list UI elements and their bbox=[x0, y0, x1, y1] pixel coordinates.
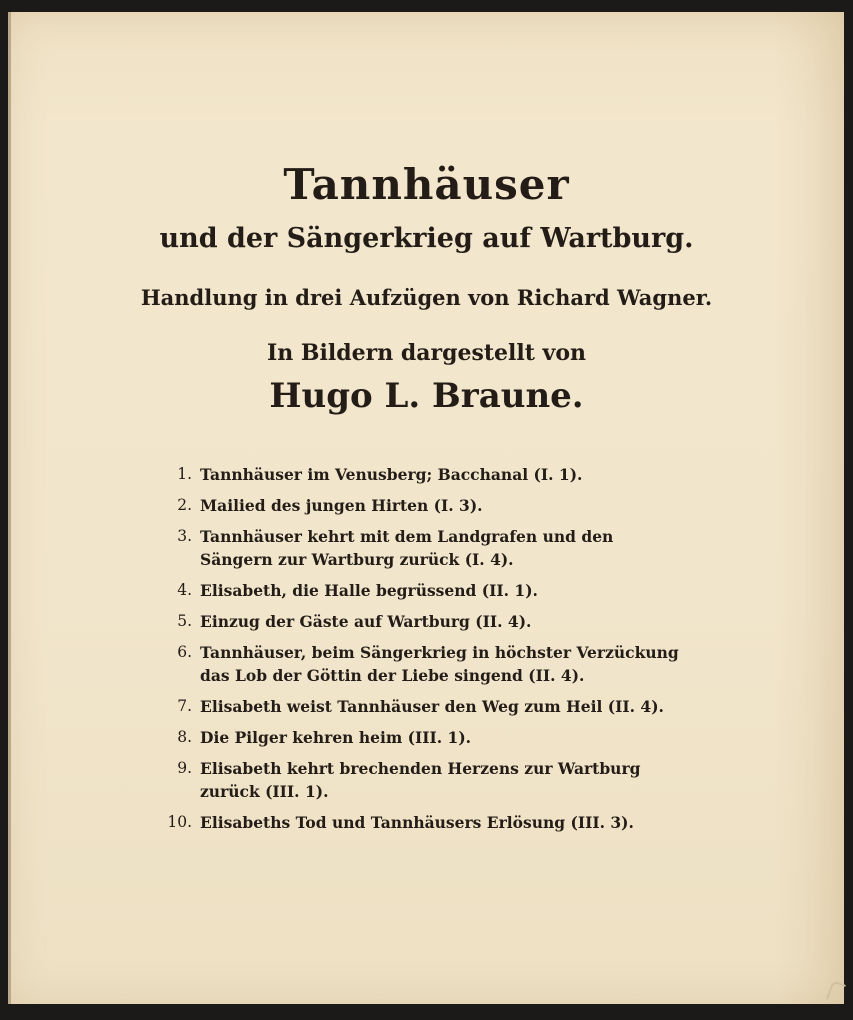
item-text: Einzug der Gäste auf Wartburg (II. 4). bbox=[200, 612, 532, 631]
list-item bbox=[160, 695, 680, 718]
item-text: Elisabeth weist Tannhäuser den Weg zum Heil (II. 4). bbox=[200, 697, 664, 716]
subtitle-line: Handlung in drei Aufzügen von Richard Wagner. bbox=[140, 285, 713, 310]
subtitle: und der Sängerkrieg auf Wartburg. bbox=[159, 223, 694, 254]
item-text: Elisabeth kehrt brechenden Herzens zur Wartburg zurück (III. 1). bbox=[200, 759, 641, 801]
list-item bbox=[160, 579, 680, 602]
item-number: 9. bbox=[177, 759, 192, 777]
item-number: 1. bbox=[177, 465, 192, 483]
title: Tannhäuser bbox=[283, 160, 570, 209]
list-item bbox=[160, 463, 680, 486]
item-number: 5. bbox=[177, 612, 192, 630]
item-text: Mailied des jungen Hirten (I. 3). bbox=[200, 496, 483, 515]
list-item bbox=[160, 525, 680, 571]
contents-list bbox=[160, 463, 680, 842]
item-text: Tannhäuser im Venusberg; Bacchanal (I. 1). bbox=[200, 465, 583, 484]
item-number: 8. bbox=[177, 728, 192, 746]
item-text: Tannhäuser, beim Sängerkrieg in höchster Verzückung das Lob der Göttin der Liebe singend (II. 4). bbox=[200, 643, 679, 685]
author-name: Hugo L. Braune. bbox=[269, 376, 584, 416]
item-text: Elisabeth, die Halle begrüssend (II. 1). bbox=[200, 581, 538, 600]
item-text: Die Pilger kehren heim (III. 1). bbox=[200, 728, 472, 747]
list-item bbox=[160, 641, 680, 687]
list-item bbox=[160, 610, 680, 633]
item-number: 6. bbox=[177, 643, 192, 661]
item-text: Elisabeths Tod und Tannhäusers Erlösung (III. 3). bbox=[200, 813, 634, 832]
list-item bbox=[160, 811, 680, 834]
item-number: 2. bbox=[177, 496, 192, 514]
item-text: Tannhäuser kehrt mit dem Landgrafen und den Sängern zur Wartburg zurück (I. 4). bbox=[200, 527, 614, 569]
item-number: 3. bbox=[177, 527, 192, 545]
item-number: 10. bbox=[167, 813, 192, 831]
list-item bbox=[160, 757, 680, 803]
list-item bbox=[160, 494, 680, 517]
illustrated-by-line: In Bildern dargestellt von bbox=[266, 340, 587, 366]
list-item bbox=[160, 726, 680, 749]
item-number: 4. bbox=[177, 581, 192, 599]
item-number: 7. bbox=[177, 697, 192, 715]
